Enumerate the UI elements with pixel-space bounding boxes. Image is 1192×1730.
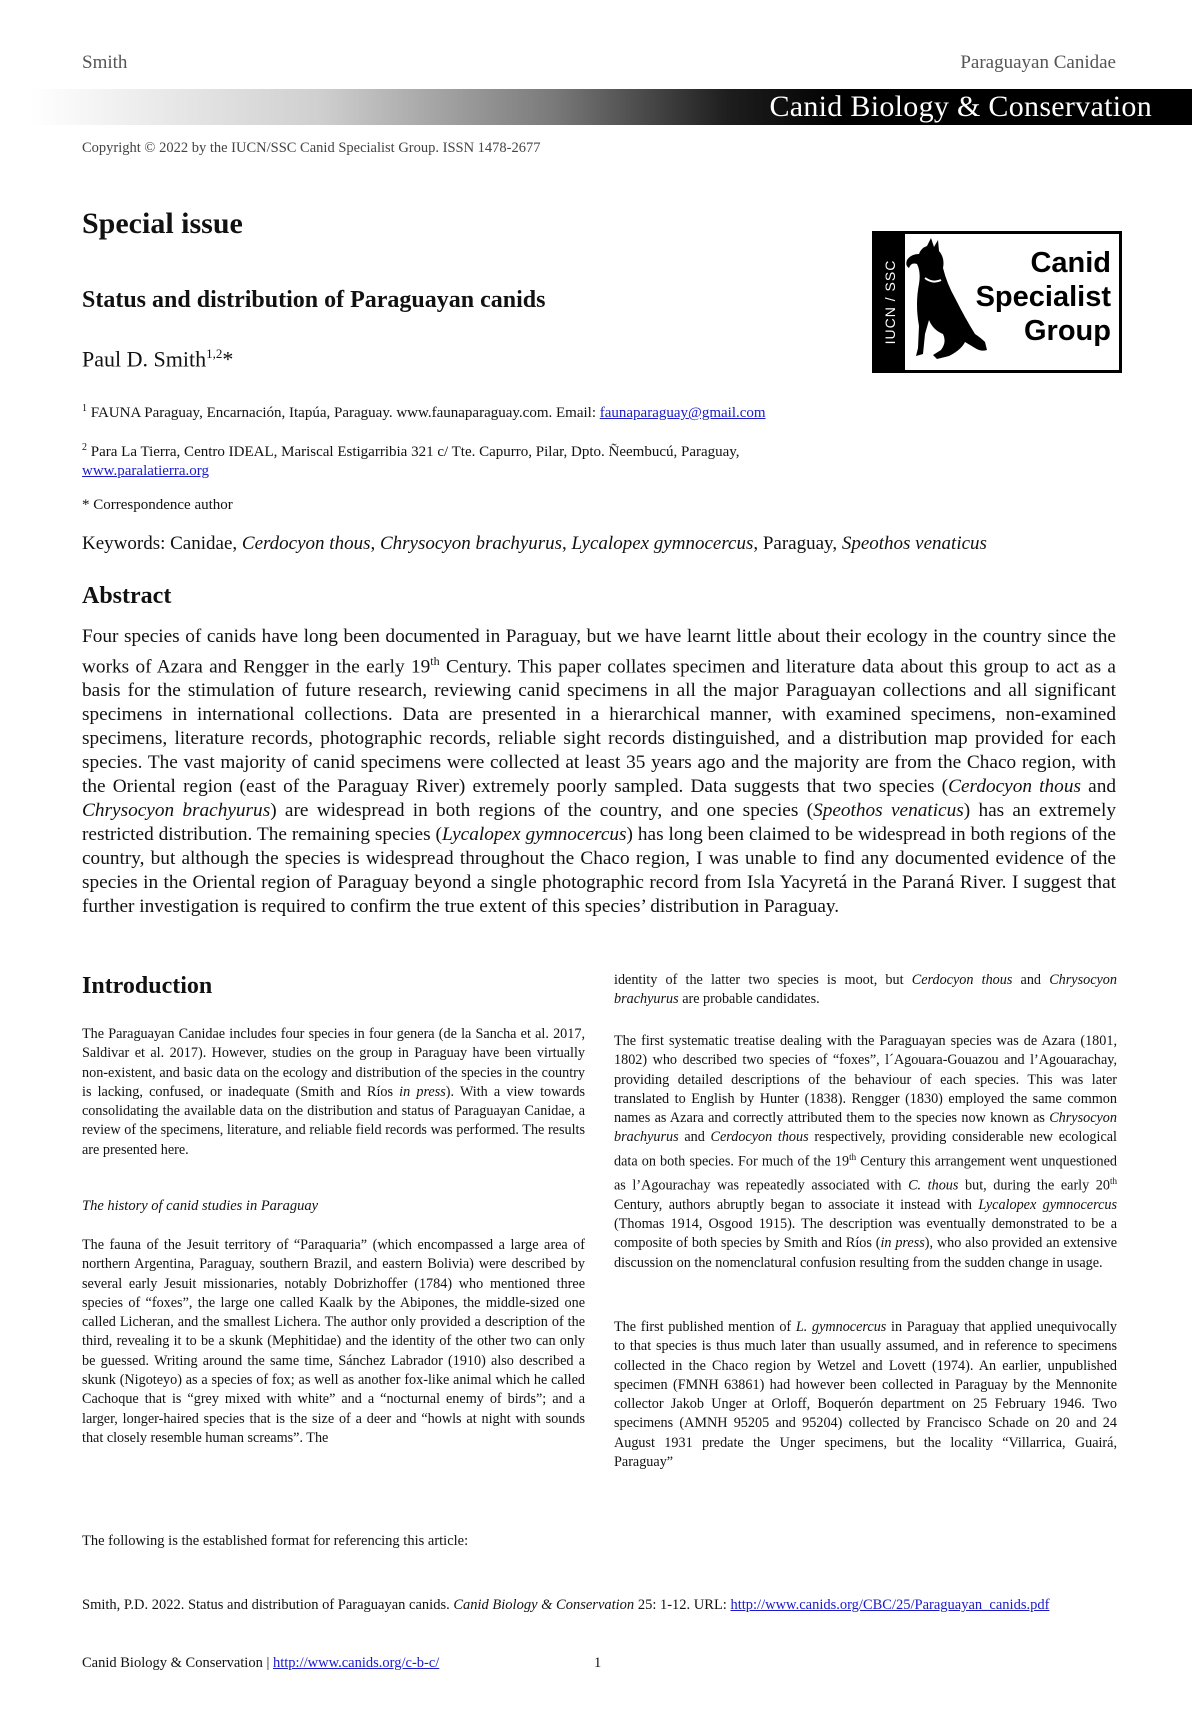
page-number: 1 [594,1655,602,1671]
journal-banner [30,89,1192,125]
logo-word-canid: Canid [1030,247,1111,279]
copyright-notice: Copyright © 2022 by the IUCN/SSC Canid Specialist Group. ISSN 1478-2677 [82,140,541,156]
author-affiliation-sup: 1,2 [206,346,223,361]
correspondence-mark: * [222,346,234,372]
keywords-label: Keywords: Canidae, [82,533,242,554]
affiliation-1-sup: 1 [82,403,87,414]
abstract-text: Four species of canids have long been documented in Paraguay, but we have learnt little about their ecology in the country since the works of Azara and Rengger in the early 19th Century. This paper collates specimen and literature data about this group to act as a basis for the stimulation of future research, reviewing canid specimens in all the major Paraguayan collections and all significant specimens in international collections. Data are presented in a hierarchical manner, with examined specimens, non-examined specimens, literature records, photographic records, reliable sight records distinguished, and a distribution map provided for each species. The vast majority of canid specimens were collected at least 35 years ago and the majority are from the Chaco region, with the Oriental region (east of the Paraguay River) extremely poorly sampled. Data suggests that two species (Cerdocyon thous and Chrysocyon brachyurus) are widespread in both regions of the country, and one species (Speothos venaticus) has an extremely restricted distribution. The remaining species (Lycalopex gymnocercus) has long been claimed to be widespread in both regions of the country, but although the species is widespread throughout the Chaco region, I was unable to find any documented evidence of the species in the Oriental region of Paraguay beyond a single photographic record from Isla Yacyretá in the Paraná River. I suggest that further investigation is required to confirm the true extent of this species’ distribution in Paraguay. [82,626,1116,918]
logo-word-group: Group [1024,315,1111,347]
logo-band [875,234,905,370]
keyword-cerdocyon: Cerdocyon thous [241,533,371,554]
intro-paragraph-5: The first published mention of L. gymnocercus in Paraguay that applied unequivocally to that species is thus much later than usually assumed, and in reference to specimens collected in the Chaco region by Wetzel and Lovett (1974). An earlier, unpublished specimen (FMNH 63861) had however been collected in Paraguay by the Mennonite collector Jakob Unger at Orloff, Boquerón department on 25 February 1946. Two specimens (AMNH 95205 and 95204) collected by Francisco Schade on 20 and 24 August 1931 predate the Unger specimens, but the locality “Villarrica, Guairá, Paraguay” [614,1319,1117,1471]
footer-journal: Canid Biology & Conservation | http://www.canids.org/c-b-c/ [82,1655,440,1671]
journal-banner-title: Canid Biology & Conservation [769,90,1152,123]
affiliation-2 [82,438,740,481]
keyword-speothos: Speothos venaticus [841,533,987,554]
correspondence-note: * Correspondence author [82,497,233,513]
abstract-heading: Abstract [82,583,172,609]
keyword-lycalopex: Lycalopex gymnocercus [571,533,754,554]
keyword-paraguay: Paraguay, [762,533,842,554]
introduction-heading: Introduction [82,973,213,999]
author-line [82,346,233,372]
citation-journal: Canid Biology & Conservation [453,1597,635,1613]
intro-paragraph-4: The first systematic treatise dealing with the Paraguayan species was de Azara (1801, 1802) who described two species of “foxes”, l´Agouara-Gouazou and l’Agouarachay, providing detailed descriptions of the behaviour of each species. This was later translated to English by Hunter (1838). Rengger (1830) employed the same common names as Azara and correctly attributed them to the species now known as Chrysocyon brachyurus and Cerdocyon thous respectively, providing considerable new ecological data on both species. For much of the 19th Century this arrangement went unquestioned as l’Agourachay was repeatedly associated with C. thous but, during the early 20th Century, authors abruptly began to associate it instead with Lycalopex gymnocercus (Thomas 1914, Osgood 1915). The description was eventually demonstrated to be a composite of both species by Smith and Ríos (in press), who also provided an extensive discussion on the nomenclatural confusion resulting from the sudden change in usage. [614,1033,1118,1271]
intro-paragraph-2: The fauna of the Jesuit territory of “Paraquaria” (which encompassed a large area of northern Argentina, Paraguay, southern Brazil, and eastern Bolivia) were described by several early Jesuit missionaries, notably Dobrizhoffer (1784) who mentioned three species of “foxes”, the large one called Kaalk by the Abipones, the middle-sized one called Licheran, and the smallest Lichera. The author only provided a description of the third, revealing it to be a skunk (Mephitidae) and the identity of the other two can only be guessed. Writing around the same time, Sánchez Labrador (1910) also described a skunk (Nigoteyo) as a species of fox; as well as another fox-like animal which he called Cachoque that is “grey mixed with white” and a “nocturnal enemy of birds”; and a larger, longer-haired species that is the size of a deer and “howls at night with sounds that closely resemble human screams”. The [82,1237,585,1446]
keyword-chrysocyon: Chrysocyon brachyurus [379,533,563,554]
running-head-author: Smith [82,52,128,73]
email-link[interactable]: faunaparaguay@gmail.com [599,405,766,421]
running-head-title: Paraguayan Canidae [960,52,1116,73]
affiliation-1-text: FAUNA Paraguay, Encarnación, Itapúa, Paraguay. www.faunaparaguay.com. Email: [87,405,600,421]
intro-paragraph-3: identity of the latter two species is moot, but Cerdocyon thous and Chrysocyon brachyurus are probable candidates. [614,972,1117,1008]
history-subheading: The history of canid studies in Paraguay [82,1198,319,1214]
logo-wordmark [976,246,1111,348]
section-label: Special issue [82,207,243,240]
article-title: Status and distribution of Paraguayan canids [82,287,546,313]
intro-paragraph-1: The Paraguayan Canidae includes four species in four genera (de la Sancha et al. 2017, Saldivar et al. 2017). However, studies on the group in Paraguay have been virtually non-existent, and basic data on the ecology and distribution of the species in the country is lacking, confused, or inadequate (Smith and Ríos in press). With a view towards consolidating the available data on the distribution and status of Paraguayan Canidae, a review of the specimens, literature, and reliable field records was performed. The results are presented here. [82,1026,585,1158]
affiliation-2-text: Para La Tierra, Centro IDEAL, Mariscal Estigarribia 321 c/ Tte. Capurro, Pilar, Dpto. Ñeembucú, Paraguay, [87,444,740,460]
keywords-line: Keywords: Canidae, Cerdocyon thous, Chrysocyon brachyurus, Lycalopex gymnocercus, Paraguay, Speothos venaticus [82,533,987,554]
affiliation-2-sup: 2 [82,442,87,453]
logo-word-specialist: Specialist [975,281,1111,313]
affiliation-1 [82,399,766,423]
csg-logo [872,231,1122,373]
citation-url-link[interactable]: http://www.canids.org/CBC/25/Paraguayan_canids.pdf [730,1597,1050,1613]
citation-intro: The following is the established format for referencing this article: [82,1533,469,1549]
citation-text: Smith, P.D. 2022. Status and distribution of Paraguayan canids. Canid Biology & Conservation 25: 1-12. URL: http://www.canids.org/CBC/25/Paraguayan_canids.pdf [82,1597,1050,1613]
logo-band-text: IUCN / SSC [882,259,898,345]
paralatierra-link[interactable]: www.paralatierra.org [82,463,210,479]
footer-url-link[interactable]: http://www.canids.org/c-b-c/ [273,1655,440,1671]
author-name: Paul D. Smith [82,346,207,372]
